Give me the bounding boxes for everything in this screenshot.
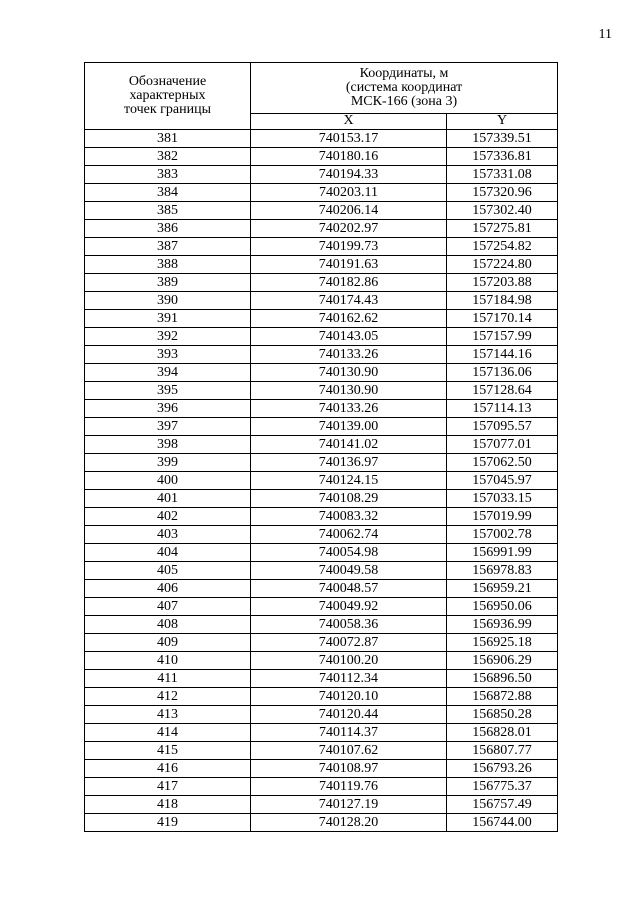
y-coordinate-cell: 156896.50 [447, 670, 558, 688]
y-coordinate-cell: 157275.81 [447, 220, 558, 238]
point-number-cell: 414 [85, 724, 251, 742]
x-coordinate-cell: 740124.15 [251, 472, 447, 490]
table-row [85, 202, 558, 220]
x-coordinate-cell: 740058.36 [251, 616, 447, 634]
table-row [85, 760, 558, 778]
x-coordinate-cell: 740120.10 [251, 688, 447, 706]
x-coordinate-cell: 740108.29 [251, 490, 447, 508]
table-header [85, 63, 558, 130]
table-row [85, 292, 558, 310]
point-number-cell: 388 [85, 256, 251, 274]
x-coordinate-cell: 740199.73 [251, 238, 447, 256]
x-coordinate-cell: 740108.97 [251, 760, 447, 778]
table-row [85, 598, 558, 616]
table-row [85, 580, 558, 598]
point-number-cell: 404 [85, 544, 251, 562]
table-row [85, 382, 558, 400]
point-number-cell: 416 [85, 760, 251, 778]
table-row [85, 238, 558, 256]
y-coordinate-cell: 157302.40 [447, 202, 558, 220]
table-row [85, 274, 558, 292]
table-row [85, 490, 558, 508]
table-row [85, 688, 558, 706]
point-number-cell: 381 [85, 130, 251, 148]
point-number-cell: 385 [85, 202, 251, 220]
point-number-cell: 383 [85, 166, 251, 184]
table-row [85, 724, 558, 742]
x-coordinate-cell: 740120.44 [251, 706, 447, 724]
point-number-cell: 386 [85, 220, 251, 238]
table-row [85, 454, 558, 472]
point-designation-header: Обозначение характерных точек границы [85, 63, 251, 130]
y-coordinate-cell: 157320.96 [447, 184, 558, 202]
table-row [85, 166, 558, 184]
point-number-cell: 405 [85, 562, 251, 580]
point-number-cell: 418 [85, 796, 251, 814]
x-coordinate-cell: 740162.62 [251, 310, 447, 328]
point-number-cell: 401 [85, 490, 251, 508]
y-coordinate-cell: 156872.88 [447, 688, 558, 706]
point-number-cell: 400 [85, 472, 251, 490]
y-coordinate-cell: 157077.01 [447, 436, 558, 454]
y-coordinate-cell: 157339.51 [447, 130, 558, 148]
x-coordinate-cell: 740127.19 [251, 796, 447, 814]
y-coordinate-cell: 157170.14 [447, 310, 558, 328]
point-number-cell: 415 [85, 742, 251, 760]
point-number-cell: 402 [85, 508, 251, 526]
x-coordinate-cell: 740114.37 [251, 724, 447, 742]
y-coordinate-cell: 157136.06 [447, 364, 558, 382]
x-coordinate-cell: 740174.43 [251, 292, 447, 310]
table-row [85, 652, 558, 670]
table-row [85, 616, 558, 634]
x-coordinate-cell: 740054.98 [251, 544, 447, 562]
point-number-cell: 413 [85, 706, 251, 724]
x-column-header: X [251, 113, 447, 129]
table-row [85, 436, 558, 454]
x-coordinate-cell: 740049.92 [251, 598, 447, 616]
point-number-cell: 397 [85, 418, 251, 436]
point-number-cell: 406 [85, 580, 251, 598]
x-coordinate-cell: 740072.87 [251, 634, 447, 652]
point-number-cell: 398 [85, 436, 251, 454]
table-row [85, 130, 558, 148]
point-number-cell: 407 [85, 598, 251, 616]
y-coordinate-cell: 156978.83 [447, 562, 558, 580]
y-coordinate-cell: 156991.99 [447, 544, 558, 562]
y-coordinate-cell: 156906.29 [447, 652, 558, 670]
y-coordinate-cell: 157254.82 [447, 238, 558, 256]
y-coordinate-cell: 157002.78 [447, 526, 558, 544]
x-coordinate-cell: 740048.57 [251, 580, 447, 598]
x-coordinate-cell: 740180.16 [251, 148, 447, 166]
point-number-cell: 408 [85, 616, 251, 634]
table-row [85, 526, 558, 544]
x-coordinate-cell: 740133.26 [251, 346, 447, 364]
y-coordinate-cell: 157114.13 [447, 400, 558, 418]
point-number-cell: 409 [85, 634, 251, 652]
x-coordinate-cell: 740202.97 [251, 220, 447, 238]
y-coordinate-cell: 156793.26 [447, 760, 558, 778]
table-row [85, 364, 558, 382]
y-coordinate-cell: 156744.00 [447, 814, 558, 832]
x-coordinate-cell: 740049.58 [251, 562, 447, 580]
y-coordinate-cell: 156959.21 [447, 580, 558, 598]
point-number-cell: 410 [85, 652, 251, 670]
point-number-cell: 419 [85, 814, 251, 832]
y-coordinate-cell: 156950.06 [447, 598, 558, 616]
table-row [85, 562, 558, 580]
x-coordinate-cell: 740143.05 [251, 328, 447, 346]
y-coordinate-cell: 156925.18 [447, 634, 558, 652]
y-coordinate-cell: 156807.77 [447, 742, 558, 760]
x-coordinate-cell: 740194.33 [251, 166, 447, 184]
table-row [85, 706, 558, 724]
x-coordinate-cell: 740153.17 [251, 130, 447, 148]
table-row [85, 328, 558, 346]
x-coordinate-cell: 740130.90 [251, 382, 447, 400]
x-coordinate-cell: 740119.76 [251, 778, 447, 796]
table-row [85, 814, 558, 832]
x-coordinate-cell: 740191.63 [251, 256, 447, 274]
point-number-cell: 389 [85, 274, 251, 292]
y-coordinate-cell: 157184.98 [447, 292, 558, 310]
x-coordinate-cell: 740083.32 [251, 508, 447, 526]
point-number-cell: 382 [85, 148, 251, 166]
x-coordinate-cell: 740062.74 [251, 526, 447, 544]
x-coordinate-cell: 740130.90 [251, 364, 447, 382]
y-coordinate-cell: 157203.88 [447, 274, 558, 292]
y-coordinate-cell: 156775.37 [447, 778, 558, 796]
y-coordinate-cell: 157157.99 [447, 328, 558, 346]
y-coordinate-cell: 157331.08 [447, 166, 558, 184]
y-coordinate-cell: 156936.99 [447, 616, 558, 634]
y-column-header: Y [447, 113, 558, 129]
y-coordinate-cell: 157128.64 [447, 382, 558, 400]
y-coordinate-cell: 157062.50 [447, 454, 558, 472]
point-number-cell: 384 [85, 184, 251, 202]
y-coordinate-cell: 157019.99 [447, 508, 558, 526]
x-coordinate-cell: 740100.20 [251, 652, 447, 670]
x-coordinate-cell: 740133.26 [251, 400, 447, 418]
y-coordinate-cell: 157224.80 [447, 256, 558, 274]
y-coordinate-cell: 157336.81 [447, 148, 558, 166]
table-row [85, 310, 558, 328]
y-coordinate-cell: 157033.15 [447, 490, 558, 508]
x-coordinate-cell: 740107.62 [251, 742, 447, 760]
table-row [85, 418, 558, 436]
point-number-cell: 411 [85, 670, 251, 688]
x-coordinate-cell: 740139.00 [251, 418, 447, 436]
table-row [85, 796, 558, 814]
x-coordinate-cell: 740141.02 [251, 436, 447, 454]
point-number-cell: 396 [85, 400, 251, 418]
table-row [85, 346, 558, 364]
point-number-cell: 395 [85, 382, 251, 400]
table-row [85, 508, 558, 526]
table-row [85, 634, 558, 652]
point-number-cell: 417 [85, 778, 251, 796]
x-coordinate-cell: 740112.34 [251, 670, 447, 688]
table-row [85, 670, 558, 688]
page-number: 11 [598, 27, 612, 42]
table-body [85, 130, 558, 832]
y-coordinate-cell: 156828.01 [447, 724, 558, 742]
point-number-cell: 387 [85, 238, 251, 256]
x-coordinate-cell: 740136.97 [251, 454, 447, 472]
y-coordinate-cell: 156757.49 [447, 796, 558, 814]
point-number-cell: 403 [85, 526, 251, 544]
point-number-cell: 394 [85, 364, 251, 382]
x-coordinate-cell: 740206.14 [251, 202, 447, 220]
table-row [85, 544, 558, 562]
table-row [85, 148, 558, 166]
point-number-cell: 393 [85, 346, 251, 364]
table-row [85, 400, 558, 418]
y-coordinate-cell: 157144.16 [447, 346, 558, 364]
x-coordinate-cell: 740128.20 [251, 814, 447, 832]
point-number-cell: 391 [85, 310, 251, 328]
coordinates-header: Координаты, м (система координат МСК-166 (зона 3) [251, 63, 558, 114]
y-coordinate-cell: 157095.57 [447, 418, 558, 436]
table-row [85, 256, 558, 274]
table-row [85, 184, 558, 202]
point-number-cell: 399 [85, 454, 251, 472]
point-number-cell: 412 [85, 688, 251, 706]
x-coordinate-cell: 740182.86 [251, 274, 447, 292]
table-row [85, 778, 558, 796]
y-coordinate-cell: 156850.28 [447, 706, 558, 724]
y-coordinate-cell: 157045.97 [447, 472, 558, 490]
point-number-cell: 392 [85, 328, 251, 346]
point-number-cell: 390 [85, 292, 251, 310]
x-coordinate-cell: 740203.11 [251, 184, 447, 202]
table-row [85, 472, 558, 490]
table-row [85, 220, 558, 238]
coordinates-table [84, 62, 558, 832]
table-row [85, 742, 558, 760]
